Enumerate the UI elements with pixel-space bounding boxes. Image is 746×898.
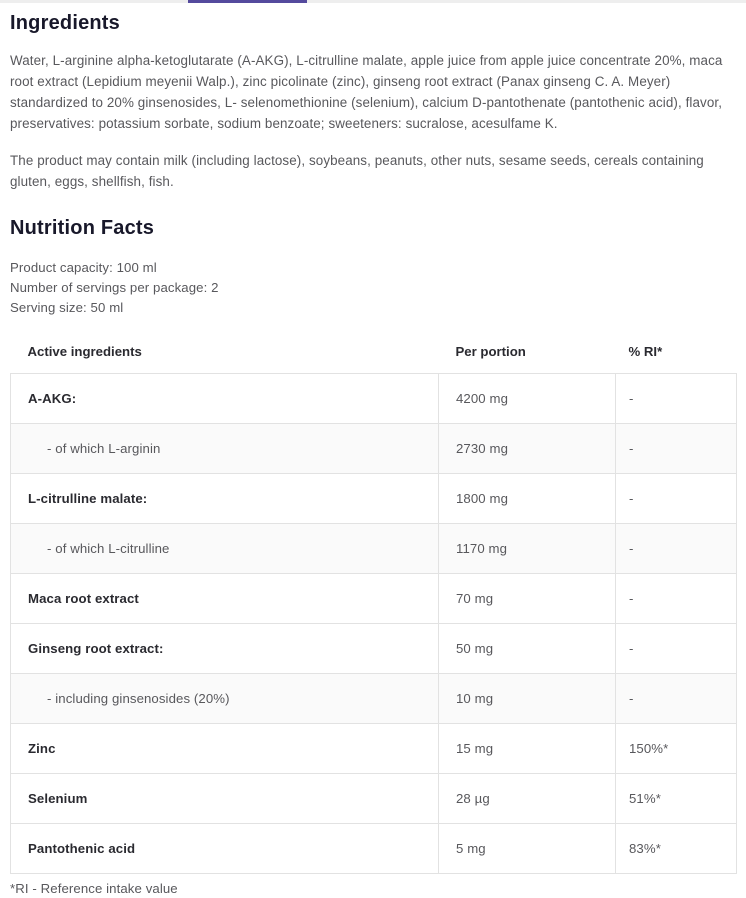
tab-strip — [0, 0, 746, 3]
cell-per-portion: 50 mg — [439, 624, 616, 674]
ingredients-title: Ingredients — [10, 12, 120, 34]
serving-size: Serving size: 50 ml — [10, 300, 124, 315]
cell-ingredient: Maca root extract — [11, 574, 439, 624]
cell-ingredient: - including ginsenosides (20%) — [11, 674, 439, 724]
cell-ingredient: A-AKG: — [11, 374, 439, 424]
cell-ingredient: - of which L-arginin — [11, 424, 439, 474]
cell-per-portion: 1170 mg — [439, 524, 616, 574]
header-per-portion: Per portion — [455, 344, 526, 359]
cell-per-portion: 4200 mg — [439, 374, 616, 424]
allergen-text: The product may contain milk (including lactose), soybeans, peanuts, other nuts, sesame seeds, cereals containing gluten, eggs, shellfish, fish. — [10, 153, 704, 189]
header-percent-ri: % RI* — [628, 344, 663, 359]
ri-footnote: *RI - Reference intake value — [10, 881, 178, 896]
cell-percent-ri: - — [616, 424, 737, 474]
cell-per-portion: 15 mg — [439, 724, 616, 774]
cell-per-portion: 1800 mg — [439, 474, 616, 524]
nutrition-table-row — [11, 374, 737, 424]
cell-ingredient: L-citrulline malate: — [11, 474, 439, 524]
nutrition-table-row — [11, 574, 737, 624]
nutrition-table-row — [11, 424, 737, 474]
cell-percent-ri: - — [616, 374, 737, 424]
cell-percent-ri: - — [616, 474, 737, 524]
cell-percent-ri: - — [616, 624, 737, 674]
cell-percent-ri: 83%* — [616, 824, 737, 874]
nutrition-table — [10, 332, 737, 874]
header-active-ingredients: Active ingredients — [27, 344, 142, 359]
cell-percent-ri: 51%* — [616, 774, 737, 824]
cell-ingredient: Pantothenic acid — [11, 824, 439, 874]
cell-percent-ri: - — [616, 524, 737, 574]
servings-per-package: Number of servings per package: 2 — [10, 280, 219, 295]
cell-ingredient: - of which L-citrulline — [11, 524, 439, 574]
nutrition-table-row — [11, 774, 737, 824]
nutrition-table-row — [11, 524, 737, 574]
ingredients-text: Water, L-arginine alpha-ketoglutarate (A-AKG), L-citrulline malate, apple juice from apple juice concentrate 20%, maca root extract (Lepidium meyenii Walp.), zinc picolinate (zinc), ginseng root extract (Panax ginseng C. A. Meyer) standardized to 20% ginsenosides, L- selenomethionine (selenium), calcium D-pantothenate (pantothenic acid), flavor, preservatives: potassium sorbate, sodium benzoate; sweeteners: sucralose, acesulfame K. — [10, 53, 723, 131]
active-tab-indicator[interactable] — [188, 0, 307, 3]
nutrition-table-row — [11, 824, 737, 874]
product-capacity: Product capacity: 100 ml — [10, 260, 157, 275]
cell-per-portion: 5 mg — [439, 824, 616, 874]
nutrition-facts-title: Nutrition Facts — [10, 217, 155, 239]
cell-ingredient: Zinc — [11, 724, 439, 774]
cell-percent-ri: - — [616, 674, 737, 724]
cell-percent-ri: - — [616, 574, 737, 624]
cell-ingredient: Ginseng root extract: — [11, 624, 439, 674]
nutrition-table-row — [11, 624, 737, 674]
cell-ingredient: Selenium — [11, 774, 439, 824]
nutrition-table-header-row — [11, 332, 737, 374]
nutrition-table-row — [11, 674, 737, 724]
product-details-content — [0, 12, 746, 898]
product-meta — [10, 258, 736, 318]
nutrition-table-row — [11, 474, 737, 524]
cell-percent-ri: 150%* — [616, 724, 737, 774]
cell-per-portion: 10 mg — [439, 674, 616, 724]
cell-per-portion: 2730 mg — [439, 424, 616, 474]
nutrition-table-row — [11, 724, 737, 774]
cell-per-portion: 28 µg — [439, 774, 616, 824]
cell-per-portion: 70 mg — [439, 574, 616, 624]
